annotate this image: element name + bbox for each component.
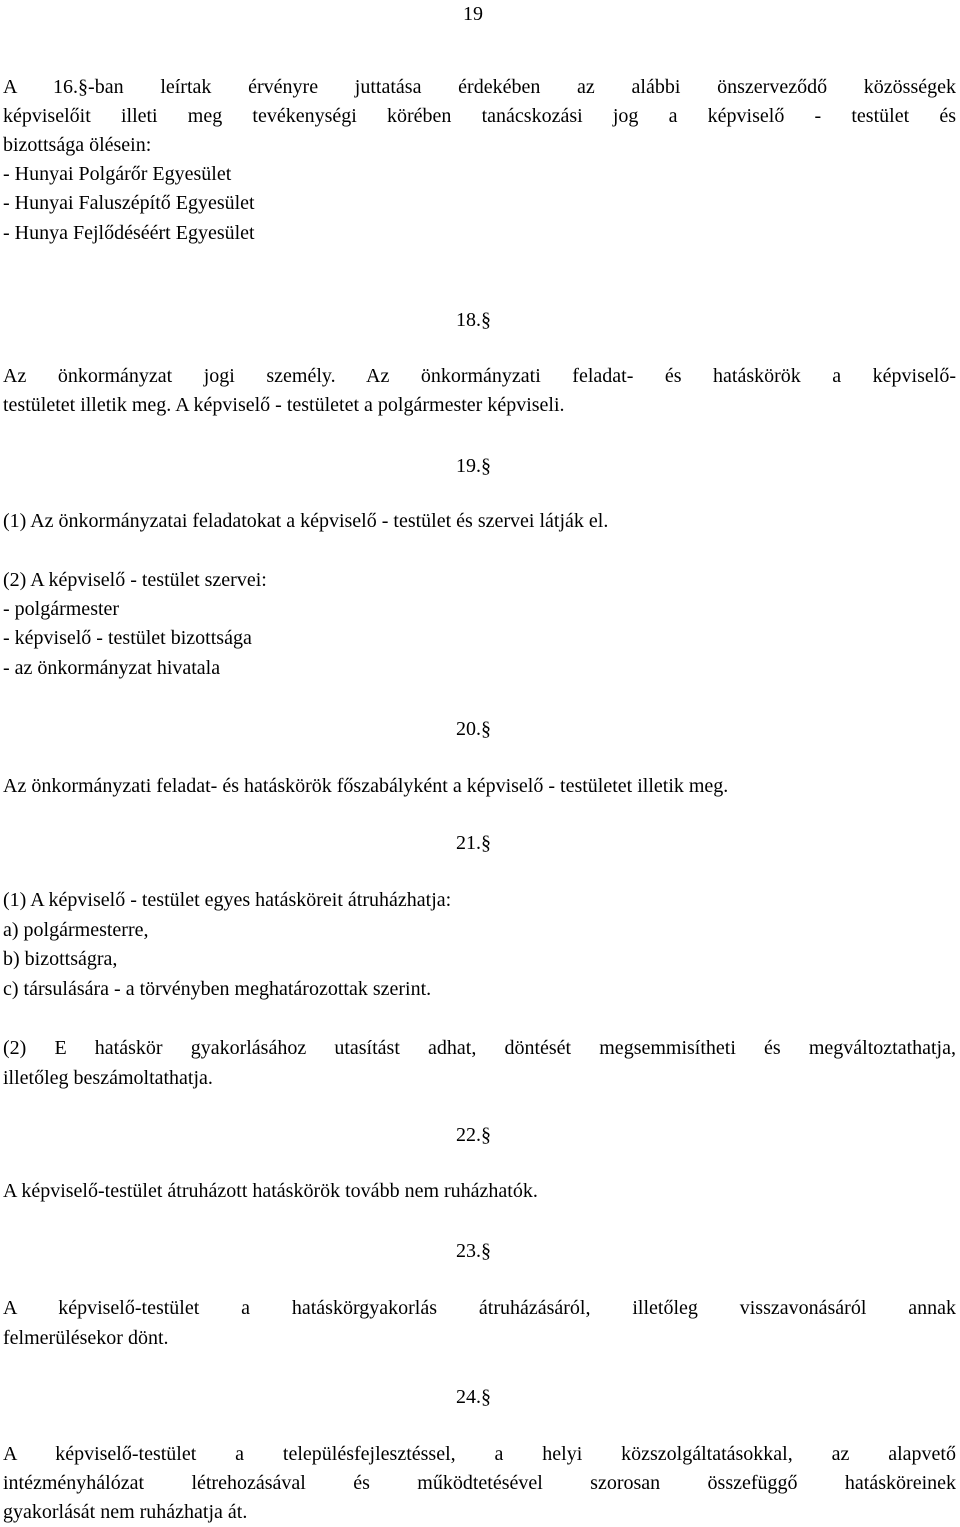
paragraph-line: (2) A képviselő - testület szervei: [3,569,267,591]
section-heading: 18.§ [456,309,491,331]
paragraph-line: Az önkormányzati feladat- és hatáskörök főszabályként a képviselő - testületet illetik meg. [3,775,729,797]
list-item: - az önkormányzat hivatala [3,657,221,679]
list-item: b) bizottságra, [3,948,118,970]
section-heading: 23.§ [456,1240,491,1262]
paragraph-line: illetőleg beszámoltathatja. [3,1067,213,1089]
paragraph-line: képviselőit illeti meg tevékenységi körében tanácskozási jog a képviselő - testület és [3,105,956,127]
paragraph-line: (2) E hatáskör gyakorlásához utasítást adhat, döntését megsemmisítheti és megváltoztathatja, [3,1037,956,1059]
section-heading: 20.§ [456,718,491,740]
list-item: - Hunya Fejlődéséért Egyesület [3,222,255,244]
section-heading: 22.§ [456,1124,491,1146]
list-item: a) polgármesterre, [3,919,149,941]
paragraph-line: (1) A képviselő - testület egyes hatásköreit átruházhatja: [3,889,452,911]
paragraph-line: A képviselő-testület a hatáskörgyakorlás átruházásáról, illetőleg visszavonásáról annak [3,1297,956,1319]
section-heading: 24.§ [456,1386,491,1408]
section-heading: 19.§ [456,455,491,477]
section-heading: 21.§ [456,832,491,854]
list-item: - Hunyai Faluszépítő Egyesület [3,192,255,214]
list-item: - polgármester [3,598,120,620]
paragraph-line: (1) Az önkormányzatai feladatokat a képviselő - testület és szervei látják el. [3,510,609,532]
list-item: - képviselő - testület bizottsága [3,627,252,649]
list-item: c) társulására - a törvényben meghatározottak szerint. [3,978,432,1000]
paragraph-line: bizottsága ölésein: [3,134,152,156]
paragraph-line: gyakorlását nem ruházhatja át. [3,1501,248,1523]
paragraph-line: A 16.§-ban leírtak érvényre juttatása érdekében az alábbi önszerveződő közösségek [3,76,956,98]
paragraph-line: A képviselő-testület átruházott hatáskörök tovább nem ruházhatók. [3,1180,538,1202]
paragraph-line: Az önkormányzat jogi személy. Az önkormányzati feladat- és hatáskörök a képviselő- [3,365,956,387]
page-number: 19 [463,3,483,25]
paragraph-line: A képviselő-testület a településfejlesztéssel, a helyi közszolgáltatásokkal, az alapvető [3,1443,956,1465]
paragraph-line: intézményhálózat létrehozásával és működtetésével szorosan összefüggő hatásköreinek [3,1472,956,1494]
paragraph-line: felmerülésekor dönt. [3,1327,169,1349]
list-item: - Hunyai Polgárőr Egyesület [3,163,232,185]
paragraph-line: testületet illetik meg. A képviselő - testületet a polgármester képviseli. [3,394,565,416]
